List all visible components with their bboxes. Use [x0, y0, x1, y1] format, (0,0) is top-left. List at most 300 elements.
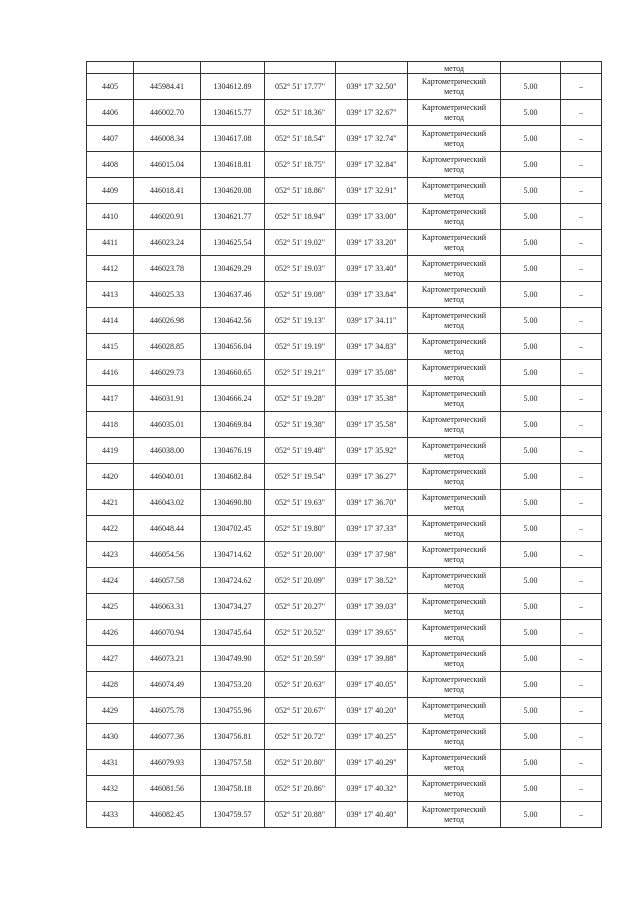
description: –	[561, 776, 602, 802]
point-number: 4420	[87, 464, 134, 490]
latitude: 052° 51' 19.48"	[265, 438, 336, 464]
method-line-2: метод	[444, 450, 464, 460]
point-number: 4418	[87, 412, 134, 438]
coord-y: 1304745.64	[201, 620, 265, 646]
coord-y: 1304615.77	[201, 100, 265, 126]
method-line-2: метод	[444, 606, 464, 616]
table-row	[87, 516, 602, 542]
point-number: 4425	[87, 594, 134, 620]
coord-y: 1304734.27	[201, 594, 265, 620]
table-row	[87, 256, 602, 282]
coord-x: 446043.02	[134, 490, 201, 516]
latitude: 052° 51' 17.77"	[265, 74, 336, 100]
coord-y: 1304637.46	[201, 282, 265, 308]
method-line-2: метод	[444, 346, 464, 356]
table-row	[87, 74, 602, 100]
method-line-2: метод	[444, 762, 464, 772]
method-line-2: метод	[444, 814, 464, 824]
cell-x	[134, 62, 201, 74]
point-number: 4416	[87, 360, 134, 386]
coord-x: 446023.24	[134, 230, 201, 256]
accuracy: 5.00	[501, 802, 561, 828]
accuracy: 5.00	[501, 74, 561, 100]
continued-row	[87, 62, 602, 74]
description: –	[561, 334, 602, 360]
coord-x: 446073.21	[134, 646, 201, 672]
description: –	[561, 360, 602, 386]
point-number: 4405	[87, 74, 134, 100]
coord-x: 446082.45	[134, 802, 201, 828]
coord-y: 1304755.96	[201, 698, 265, 724]
description: –	[561, 204, 602, 230]
method	[408, 230, 501, 256]
coord-x: 446063.31	[134, 594, 201, 620]
coord-x: 446023.78	[134, 256, 201, 282]
coord-y: 1304621.77	[201, 204, 265, 230]
method-line-1: Картометрический	[421, 492, 487, 502]
accuracy: 5.00	[501, 438, 561, 464]
accuracy: 5.00	[501, 308, 561, 334]
coord-x: 446038.00	[134, 438, 201, 464]
method-line-2: метод	[444, 528, 464, 538]
description: –	[561, 698, 602, 724]
coord-y: 1304669.84	[201, 412, 265, 438]
accuracy: 5.00	[501, 334, 561, 360]
method	[408, 464, 501, 490]
latitude: 052° 51' 19.63"	[265, 490, 336, 516]
method	[408, 308, 501, 334]
table-row	[87, 698, 602, 724]
method-line-1: Картометрический	[421, 518, 487, 528]
latitude: 052° 51' 19.19"	[265, 334, 336, 360]
method-line-2: метод	[444, 164, 464, 174]
table-row	[87, 308, 602, 334]
latitude: 052° 51' 18.94"	[265, 204, 336, 230]
method	[408, 360, 501, 386]
coord-x: 446054.56	[134, 542, 201, 568]
coord-y: 1304676.19	[201, 438, 265, 464]
point-number: 4407	[87, 126, 134, 152]
longitude: 039° 17' 40.25"	[336, 724, 408, 750]
table-row	[87, 542, 602, 568]
longitude: 039° 17' 32.67"	[336, 100, 408, 126]
coord-y: 1304758.18	[201, 776, 265, 802]
method-line-1: Картометрический	[421, 414, 487, 424]
table-row	[87, 178, 602, 204]
method-line-1: Картометрический	[421, 310, 487, 320]
accuracy: 5.00	[501, 646, 561, 672]
method	[408, 334, 501, 360]
method-line-1: Картометрический	[421, 466, 487, 476]
description: –	[561, 542, 602, 568]
table-row	[87, 776, 602, 802]
longitude: 039° 17' 34.11"	[336, 308, 408, 334]
table-row	[87, 126, 602, 152]
point-number: 4424	[87, 568, 134, 594]
accuracy: 5.00	[501, 724, 561, 750]
coord-y: 1304620.08	[201, 178, 265, 204]
table-row	[87, 672, 602, 698]
coord-x: 446025.33	[134, 282, 201, 308]
table-row	[87, 646, 602, 672]
longitude: 039° 17' 36.27"	[336, 464, 408, 490]
latitude: 052° 51' 20.80"	[265, 750, 336, 776]
method-line-2: метод	[444, 710, 464, 720]
accuracy: 5.00	[501, 490, 561, 516]
description: –	[561, 152, 602, 178]
description: –	[561, 516, 602, 542]
cell-error	[501, 62, 561, 74]
method	[408, 516, 501, 542]
point-number: 4411	[87, 230, 134, 256]
method	[408, 438, 501, 464]
coord-x: 446028.85	[134, 334, 201, 360]
longitude: 039° 17' 39.88"	[336, 646, 408, 672]
longitude: 039° 17' 39.65"	[336, 620, 408, 646]
coord-y: 1304642.56	[201, 308, 265, 334]
method-line-1: Картометрический	[421, 76, 487, 86]
cell-num	[87, 62, 134, 74]
description: –	[561, 386, 602, 412]
method-line-2: метод	[444, 86, 464, 96]
coord-x: 446081.56	[134, 776, 201, 802]
latitude: 052° 51' 19.28"	[265, 386, 336, 412]
latitude: 052° 51' 19.54"	[265, 464, 336, 490]
point-number: 4429	[87, 698, 134, 724]
method-line-1: Картометрический	[421, 726, 487, 736]
accuracy: 5.00	[501, 178, 561, 204]
accuracy: 5.00	[501, 412, 561, 438]
description: –	[561, 100, 602, 126]
point-number: 4410	[87, 204, 134, 230]
coord-x: 446029.73	[134, 360, 201, 386]
method-line-1: Картометрический	[421, 388, 487, 398]
method	[408, 620, 501, 646]
longitude: 039° 17' 37.98"	[336, 542, 408, 568]
method	[408, 724, 501, 750]
longitude: 039° 17' 40.32"	[336, 776, 408, 802]
accuracy: 5.00	[501, 126, 561, 152]
description: –	[561, 568, 602, 594]
coord-y: 1304660.65	[201, 360, 265, 386]
longitude: 039° 17' 33.00"	[336, 204, 408, 230]
method	[408, 126, 501, 152]
latitude: 052° 51' 20.27"	[265, 594, 336, 620]
point-number: 4406	[87, 100, 134, 126]
coord-y: 1304682.84	[201, 464, 265, 490]
method-line-2: метод	[444, 372, 464, 382]
latitude: 052° 51' 19.21"	[265, 360, 336, 386]
table-body	[87, 62, 602, 828]
accuracy: 5.00	[501, 620, 561, 646]
coord-x: 445984.41	[134, 74, 201, 100]
table-row	[87, 100, 602, 126]
coord-y: 1304702.45	[201, 516, 265, 542]
method-line-2: метод	[444, 138, 464, 148]
method-line-1: Картометрический	[421, 752, 487, 762]
method	[408, 776, 501, 802]
latitude: 052° 51' 18.54"	[265, 126, 336, 152]
longitude: 039° 17' 35.58"	[336, 412, 408, 438]
coord-x: 446031.91	[134, 386, 201, 412]
accuracy: 5.00	[501, 204, 561, 230]
longitude: 039° 17' 36.70"	[336, 490, 408, 516]
table-row	[87, 204, 602, 230]
method	[408, 282, 501, 308]
point-number: 4426	[87, 620, 134, 646]
coord-y: 1304749.90	[201, 646, 265, 672]
latitude: 052° 51' 20.67"	[265, 698, 336, 724]
latitude: 052° 51' 19.08"	[265, 282, 336, 308]
table-row	[87, 412, 602, 438]
accuracy: 5.00	[501, 360, 561, 386]
method-line-2: метод	[444, 502, 464, 512]
description: –	[561, 438, 602, 464]
table-row	[87, 620, 602, 646]
method-line-2: метод	[444, 190, 464, 200]
table-row	[87, 464, 602, 490]
method-line-1: Картометрический	[421, 700, 487, 710]
method-line-1: Картометрический	[421, 206, 487, 216]
accuracy: 5.00	[501, 568, 561, 594]
longitude: 039° 17' 35.38"	[336, 386, 408, 412]
point-number: 4419	[87, 438, 134, 464]
coord-x: 446002.70	[134, 100, 201, 126]
method-line-2: метод	[444, 684, 464, 694]
longitude: 039° 17' 37.33"	[336, 516, 408, 542]
cell-method: метод	[408, 62, 501, 74]
method-line-2: метод	[444, 268, 464, 278]
coord-x: 446015.04	[134, 152, 201, 178]
description: –	[561, 724, 602, 750]
accuracy: 5.00	[501, 750, 561, 776]
table-row	[87, 334, 602, 360]
method-line-1: Картометрический	[421, 778, 487, 788]
longitude: 039° 17' 40.05"	[336, 672, 408, 698]
table-row	[87, 438, 602, 464]
latitude: 052° 51' 20.00"	[265, 542, 336, 568]
table-row	[87, 802, 602, 828]
latitude: 052° 51' 19.03"	[265, 256, 336, 282]
coord-x: 446040.01	[134, 464, 201, 490]
description: –	[561, 464, 602, 490]
method-line-2: метод	[444, 476, 464, 486]
point-number: 4417	[87, 386, 134, 412]
table-row	[87, 568, 602, 594]
method-line-2: метод	[444, 398, 464, 408]
latitude: 052° 51' 20.88"	[265, 802, 336, 828]
point-number: 4427	[87, 646, 134, 672]
coord-y: 1304656.04	[201, 334, 265, 360]
point-number: 4414	[87, 308, 134, 334]
method	[408, 542, 501, 568]
point-number: 4430	[87, 724, 134, 750]
description: –	[561, 620, 602, 646]
method	[408, 100, 501, 126]
coord-x: 446026.98	[134, 308, 201, 334]
latitude: 052° 51' 20.63"	[265, 672, 336, 698]
method-line-1: Картометрический	[421, 440, 487, 450]
coord-y: 1304666.24	[201, 386, 265, 412]
accuracy: 5.00	[501, 386, 561, 412]
point-number: 4432	[87, 776, 134, 802]
method	[408, 178, 501, 204]
longitude: 039° 17' 32.50"	[336, 74, 408, 100]
latitude: 052° 51' 18.36"	[265, 100, 336, 126]
latitude: 052° 51' 19.80"	[265, 516, 336, 542]
method-line-1: Картометрический	[421, 362, 487, 372]
cell-lat	[265, 62, 336, 74]
longitude: 039° 17' 32.74"	[336, 126, 408, 152]
coord-y: 1304757.58	[201, 750, 265, 776]
method-line-2: метод	[444, 112, 464, 122]
description: –	[561, 802, 602, 828]
coord-x: 446035.01	[134, 412, 201, 438]
longitude: 039° 17' 33.84"	[336, 282, 408, 308]
longitude: 039° 17' 33.40"	[336, 256, 408, 282]
method-line-2: метод	[444, 736, 464, 746]
description: –	[561, 230, 602, 256]
coord-x: 446018.41	[134, 178, 201, 204]
coord-x: 446057.58	[134, 568, 201, 594]
coord-y: 1304714.62	[201, 542, 265, 568]
accuracy: 5.00	[501, 282, 561, 308]
method	[408, 646, 501, 672]
description: –	[561, 282, 602, 308]
table-row	[87, 490, 602, 516]
accuracy: 5.00	[501, 100, 561, 126]
description: –	[561, 646, 602, 672]
point-number: 4421	[87, 490, 134, 516]
method	[408, 750, 501, 776]
longitude: 039° 17' 32.91"	[336, 178, 408, 204]
description: –	[561, 308, 602, 334]
coord-x: 446075.78	[134, 698, 201, 724]
longitude: 039° 17' 33.20"	[336, 230, 408, 256]
accuracy: 5.00	[501, 698, 561, 724]
latitude: 052° 51' 19.38"	[265, 412, 336, 438]
point-number: 4422	[87, 516, 134, 542]
method	[408, 412, 501, 438]
longitude: 039° 17' 32.84"	[336, 152, 408, 178]
accuracy: 5.00	[501, 672, 561, 698]
table-row	[87, 386, 602, 412]
description: –	[561, 256, 602, 282]
longitude: 039° 17' 40.40"	[336, 802, 408, 828]
table-row	[87, 724, 602, 750]
coord-x: 446079.93	[134, 750, 201, 776]
coord-y: 1304724.62	[201, 568, 265, 594]
method-line-1: Картометрический	[421, 232, 487, 242]
coord-x: 446077.36	[134, 724, 201, 750]
latitude: 052° 51' 20.52"	[265, 620, 336, 646]
coord-x: 446020.91	[134, 204, 201, 230]
method-line-1: Картометрический	[421, 570, 487, 580]
method-line-1: Картометрический	[421, 336, 487, 346]
method-line-2: метод	[444, 424, 464, 434]
method-line-2: метод	[444, 788, 464, 798]
method	[408, 490, 501, 516]
method-line-1: Картометрический	[421, 284, 487, 294]
point-number: 4408	[87, 152, 134, 178]
method-line-2: метод	[444, 320, 464, 330]
coord-y: 1304618.81	[201, 152, 265, 178]
coordinates-table	[86, 61, 602, 828]
coord-y: 1304617.08	[201, 126, 265, 152]
method-line-2: метод	[444, 632, 464, 642]
method-line-1: Картометрический	[421, 102, 487, 112]
description: –	[561, 490, 602, 516]
method	[408, 152, 501, 178]
method	[408, 568, 501, 594]
coord-y: 1304759.57	[201, 802, 265, 828]
point-number: 4413	[87, 282, 134, 308]
point-number: 4423	[87, 542, 134, 568]
description: –	[561, 126, 602, 152]
method	[408, 672, 501, 698]
method-line-2: метод	[444, 242, 464, 252]
table-row	[87, 282, 602, 308]
longitude: 039° 17' 39.03"	[336, 594, 408, 620]
coord-y: 1304690.80	[201, 490, 265, 516]
method-line-1: Картометрический	[421, 596, 487, 606]
longitude: 039° 17' 35.08"	[336, 360, 408, 386]
method-line-2: метод	[444, 216, 464, 226]
coord-y: 1304756.81	[201, 724, 265, 750]
coord-x: 446048.44	[134, 516, 201, 542]
accuracy: 5.00	[501, 594, 561, 620]
latitude: 052° 51' 20.86"	[265, 776, 336, 802]
coord-x: 446074.49	[134, 672, 201, 698]
longitude: 039° 17' 34.83"	[336, 334, 408, 360]
accuracy: 5.00	[501, 230, 561, 256]
method-line-1: Картометрический	[421, 544, 487, 554]
method-line-1: Картометрический	[421, 648, 487, 658]
latitude: 052° 51' 18.86"	[265, 178, 336, 204]
method	[408, 802, 501, 828]
method-line-1: Картометрический	[421, 154, 487, 164]
coord-x: 446008.34	[134, 126, 201, 152]
method-line-1: Картометрический	[421, 128, 487, 138]
point-number: 4412	[87, 256, 134, 282]
method-line-2: метод	[444, 554, 464, 564]
point-number: 4431	[87, 750, 134, 776]
table-row	[87, 750, 602, 776]
latitude: 052° 51' 19.13"	[265, 308, 336, 334]
longitude: 039° 17' 40.29"	[336, 750, 408, 776]
description: –	[561, 594, 602, 620]
latitude: 052° 51' 20.72"	[265, 724, 336, 750]
cell-lon	[336, 62, 408, 74]
cell-desc	[561, 62, 602, 74]
accuracy: 5.00	[501, 516, 561, 542]
method	[408, 74, 501, 100]
table-row	[87, 152, 602, 178]
coord-y: 1304612.89	[201, 74, 265, 100]
table-row	[87, 230, 602, 256]
table-row	[87, 594, 602, 620]
description: –	[561, 412, 602, 438]
method-line-1: Картометрический	[421, 804, 487, 814]
method	[408, 256, 501, 282]
latitude: 052° 51' 18.75"	[265, 152, 336, 178]
latitude: 052° 51' 20.59"	[265, 646, 336, 672]
description: –	[561, 750, 602, 776]
accuracy: 5.00	[501, 776, 561, 802]
coord-y: 1304629.29	[201, 256, 265, 282]
accuracy: 5.00	[501, 542, 561, 568]
point-number: 4428	[87, 672, 134, 698]
